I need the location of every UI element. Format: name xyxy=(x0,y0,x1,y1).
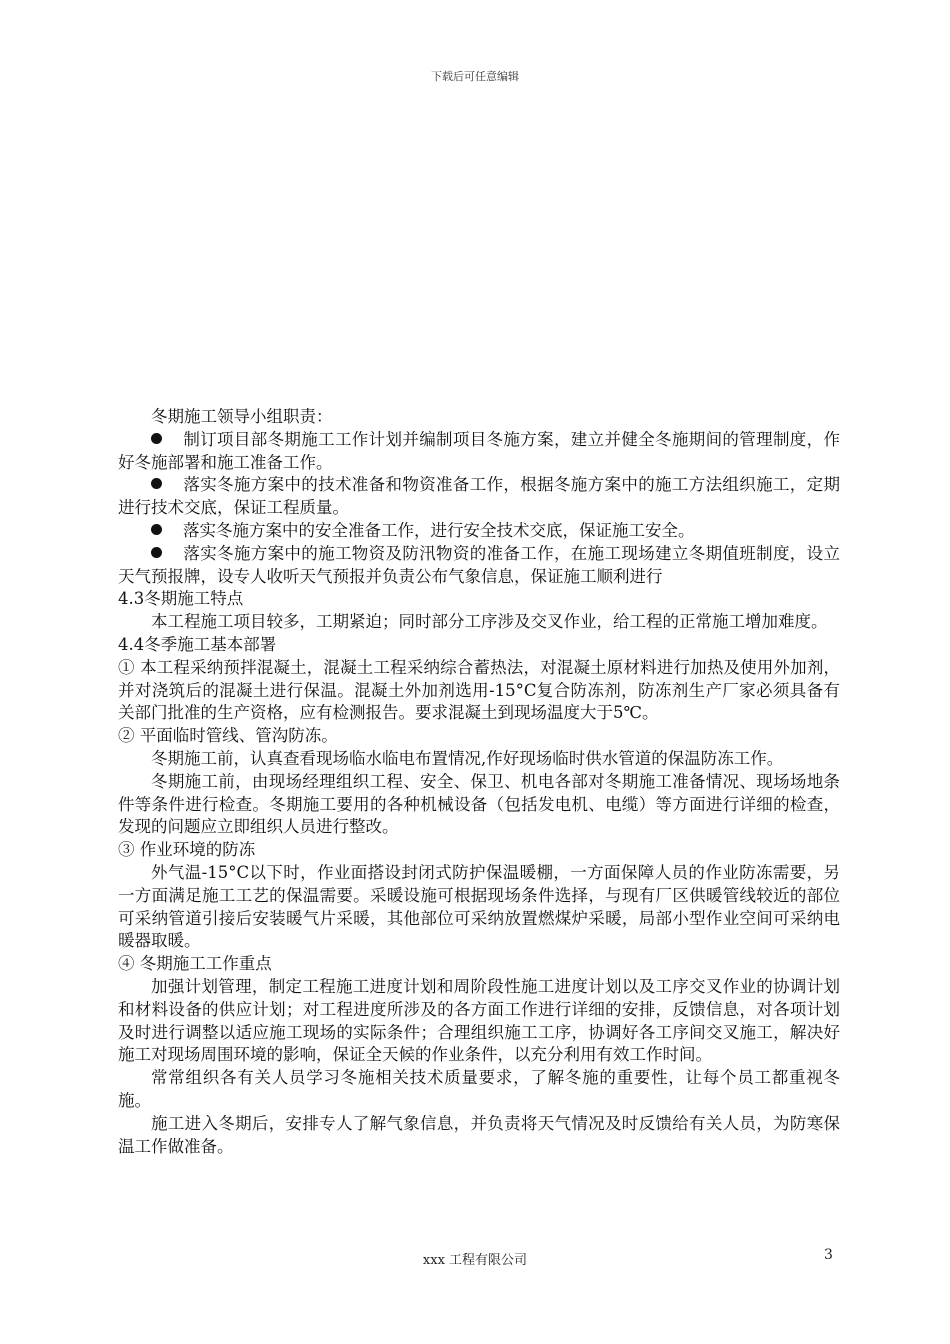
page-number: 3 xyxy=(824,1247,833,1263)
paragraph: 常常组织各有关人员学习冬施相关技术质量要求，了解冬施的重要性，让每个员工都重视冬施。 xyxy=(118,1068,840,1110)
paragraph: 外气温-15°C以下时，作业面搭设封闭式防护保温暖棚，一方面保障人员的作业防冻需要，另一方面满足施工工艺的保温需要。采暖设施可根据现场条件选择，与现有厂区供暖管线较近的部位可采纳管道引接后安装暖气片采暖，其他部位可采纳放置燃煤炉采暖，局部小型作业空间可采纳电暖器取暖。 xyxy=(118,862,840,951)
bullet-dot-icon xyxy=(151,547,162,558)
bullet-item xyxy=(118,520,840,543)
numbered-item-4-title: ④ 冬期施工工作重点 xyxy=(118,954,272,974)
paragraph: 冬期施工前，由现场经理组织工程、安全、保卫、机电各部对冬期施工准备情况、现场场地条件等条件进行检查。冬期施工要用的各种机械设备（包括发电机、电缆）等方面进行详细的检查，发现的问题应立即组织人员进行整改。 xyxy=(118,771,840,837)
numbered-item-1: ① 本工程采纳预拌混凝土，混凝土工程采纳综合蓄热法，对混凝土原材料进行加热及使用外加剂，并对浇筑后的混凝土进行保温。混凝土外加剂选用-15°C复合防冻剂，防冻剂生产厂家必须具备有关部门批准的生产资格，应有检测报告。要求混凝土到现场温度大于5℃。 xyxy=(118,657,840,723)
bullet-dot-icon xyxy=(151,478,162,489)
bullet-text: 制订项目部冬期施工工作计划并编制项目冬施方案，建立并健全冬施期间的管理制度，作好冬施部署和施工准备工作。 xyxy=(118,429,840,472)
section-heading-4-3: 4.3冬期施工特点 xyxy=(118,589,244,609)
numbered-item-3-title: ③ 作业环境的防冻 xyxy=(118,840,256,860)
bullet-text: 落实冬施方案中的安全准备工作，进行安全技术交底，保证施工安全。 xyxy=(183,520,695,540)
bullet-item xyxy=(118,543,840,589)
leader-group-title: 冬期施工领导小组职责： xyxy=(151,407,333,426)
paragraph: 施工进入冬期后，安排专人了解气象信息，并负责将天气情况及时反馈给有关人员，为防寒保温工作做准备。 xyxy=(118,1113,840,1156)
bullet-item xyxy=(118,429,840,475)
page-footer-company: xxx 工程有限公司 xyxy=(422,1253,528,1268)
bullet-text: 落实冬施方案中的技术准备和物资准备工作，根据冬施方案中的施工方法组织施工，定期进行技术交底，保证工程质量。 xyxy=(118,475,840,518)
bullet-dot-icon xyxy=(151,524,162,535)
numbered-item-2-title: ② 平面临时管线、管沟防冻。 xyxy=(118,726,338,746)
section-heading-4-4: 4.4冬季施工基本部署 xyxy=(118,634,277,654)
document-body xyxy=(118,406,840,1158)
bullet-dot-icon xyxy=(151,433,162,444)
page-header: 下载后可任意编辑 xyxy=(431,70,519,83)
paragraph: 加强计划管理，制定工程施工进度计划和周阶段性施工进度计划以及工序交叉作业的协调计划和材料设备的供应计划；对工程进度所涉及的各方面工作进行详细的安排，反馈信息，对各项计划及时进行调整以适应施工现场的实际条件；合理组织施工工序，协调好各工序间交叉施工，解决好施工对现场周围环境的影响，保证全天候的作业条件，以充分利用有效工作时间。 xyxy=(118,976,840,1065)
bullet-text: 落实冬施方案中的施工物资及防汛物资的准备工作，在施工现场建立冬期值班制度，设立天气预报牌，设专人收听天气预报并负责公布气象信息，保证施工顺利进行 xyxy=(118,543,840,586)
paragraph: 冬期施工前，认真查看现场临水临电布置情况,作好现场临时供水管道的保温防冻工作。 xyxy=(151,748,784,768)
paragraph: 本工程施工项目较多，工期紧迫；同时部分工序涉及交叉作业，给工程的正常施工增加难度。 xyxy=(151,612,828,632)
bullet-item xyxy=(118,474,840,520)
